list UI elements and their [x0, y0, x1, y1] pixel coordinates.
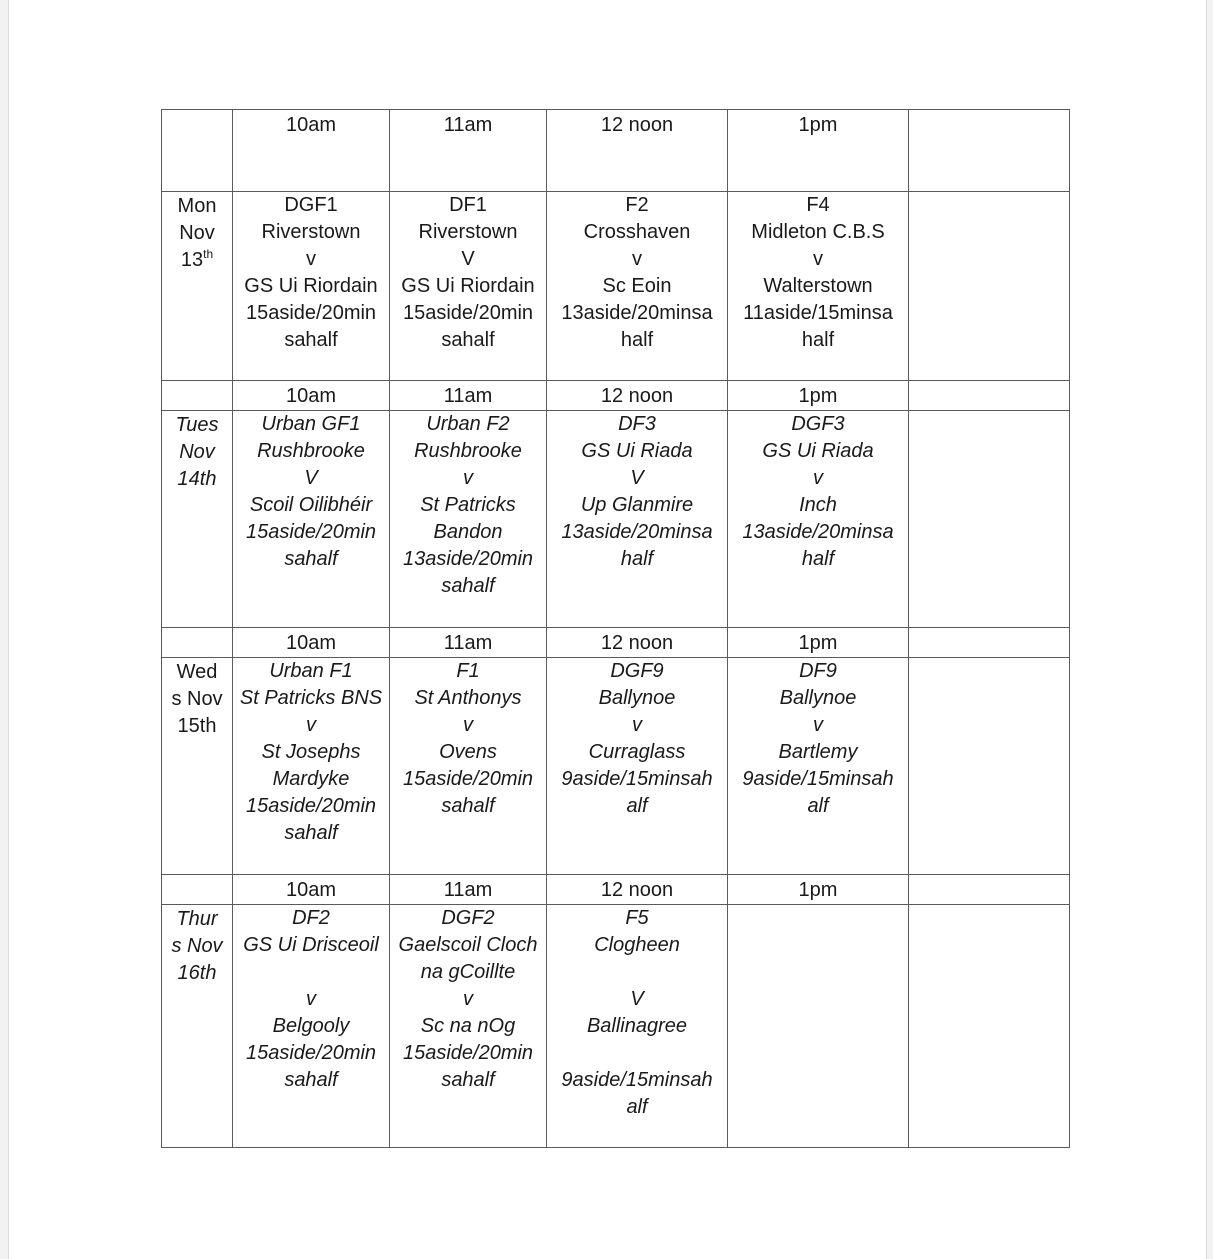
fixture-cell: Urban F2 Rushbrooke v St Patricks Bandon 13aside/20min sahalf: [390, 411, 547, 628]
fixture-cell: DF2 GS Ui Drisceoil v Belgooly 15aside/20min sahalf: [233, 905, 390, 1148]
fixture-cell: Urban F1 St Patricks BNS v St Josephs Mardyke 15aside/20min sahalf: [233, 658, 390, 875]
fixture-cell: F2 Crosshaven v Sc Eoin 13aside/20minsa half: [547, 192, 728, 381]
day-cell: Mon Nov 13th: [162, 192, 233, 381]
day-row: [162, 411, 1070, 628]
day-cell: Tues Nov 14th: [162, 411, 233, 628]
empty-cell: [728, 905, 909, 1148]
fixture-cell: DGF1 Riverstown v GS Ui Riordain 15aside/20min sahalf: [233, 192, 390, 381]
fixture-cell: DF1 Riverstown V GS Ui Riordain 15aside/20min sahalf: [390, 192, 547, 381]
time-cell: 11am: [390, 875, 547, 905]
fixture-cell: Urban GF1 Rushbrooke V Scoil Oilibhéir 15aside/20min sahalf: [233, 411, 390, 628]
time-cell: 1pm: [728, 628, 909, 658]
time-cell: 11am: [390, 110, 547, 192]
time-cell: 1pm: [728, 875, 909, 905]
time-cell: 1pm: [728, 381, 909, 411]
fixtures-table: [161, 109, 1070, 1148]
time-header-row: [162, 628, 1070, 658]
day-cell: Wed s Nov 15th: [162, 658, 233, 875]
fixture-cell: F5 Clogheen V Ballinagree 9aside/15minsah alf: [547, 905, 728, 1148]
corner-cell: [162, 110, 233, 192]
day-cell: Thur s Nov 16th: [162, 905, 233, 1148]
time-cell: [909, 628, 1070, 658]
empty-cell: [909, 658, 1070, 875]
time-cell: [909, 875, 1070, 905]
day-row: [162, 905, 1070, 1148]
time-cell: 10am: [233, 628, 390, 658]
time-header-row: [162, 110, 1070, 192]
time-header-row: [162, 875, 1070, 905]
time-cell: 10am: [233, 875, 390, 905]
time-cell: [909, 110, 1070, 192]
corner-cell: [162, 875, 233, 905]
fixture-cell: F4 Midleton C.B.S v Walterstown 11aside/15minsa half: [728, 192, 909, 381]
empty-cell: [909, 411, 1070, 628]
day-row: [162, 192, 1070, 381]
time-cell: 12 noon: [547, 875, 728, 905]
time-cell: 10am: [233, 381, 390, 411]
time-cell: 11am: [390, 628, 547, 658]
day-row: [162, 658, 1070, 875]
fixture-cell: DGF2 Gaelscoil Cloch na gCoillte v Sc na nOg 15aside/20min sahalf: [390, 905, 547, 1148]
corner-cell: [162, 628, 233, 658]
empty-cell: [909, 905, 1070, 1148]
time-cell: [909, 381, 1070, 411]
corner-cell: [162, 381, 233, 411]
fixture-cell: F1 St Anthonys v Ovens 15aside/20min sahalf: [390, 658, 547, 875]
time-header-row: [162, 381, 1070, 411]
time-cell: 10am: [233, 110, 390, 192]
fixture-cell: DF9 Ballynoe v Bartlemy 9aside/15minsah alf: [728, 658, 909, 875]
empty-cell: [909, 192, 1070, 381]
time-cell: 12 noon: [547, 628, 728, 658]
fixture-cell: DGF3 GS Ui Riada v Inch 13aside/20minsa half: [728, 411, 909, 628]
fixture-cell: DF3 GS Ui Riada V Up Glanmire 13aside/20minsa half: [547, 411, 728, 628]
fixture-cell: DGF9 Ballynoe v Curraglass 9aside/15minsah alf: [547, 658, 728, 875]
time-cell: 12 noon: [547, 110, 728, 192]
document-page: [8, 0, 1207, 1259]
time-cell: 12 noon: [547, 381, 728, 411]
time-cell: 11am: [390, 381, 547, 411]
time-cell: 1pm: [728, 110, 909, 192]
